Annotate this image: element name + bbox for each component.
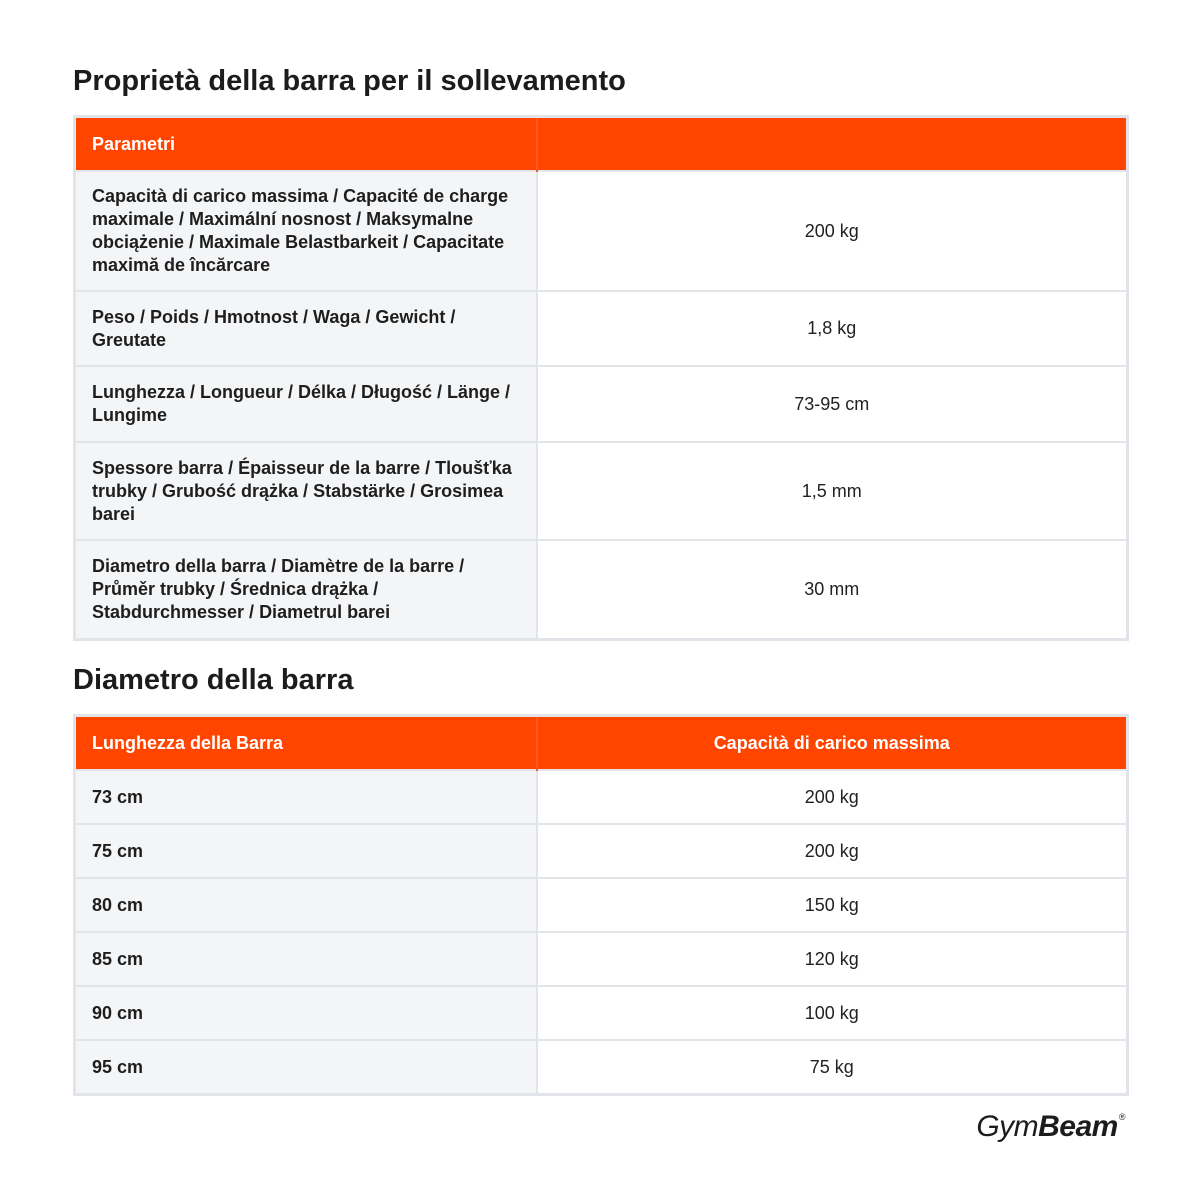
row-length: 85 cm	[75, 932, 537, 986]
table-row	[75, 540, 1128, 640]
section-title-bar-diameter: Diametro della barra	[73, 664, 354, 696]
logo-text-gym: Gym	[976, 1110, 1039, 1143]
row-value-weight: 1,8 kg	[537, 291, 1128, 366]
row-length: 73 cm	[75, 770, 537, 824]
row-label-diameter: Diametro della barra / Diamètre de la barre / Průměr trubky / Średnica drążka / Stabdurchmesser / Diametrul barei	[75, 540, 537, 640]
table-row	[75, 986, 1128, 1040]
header-value	[537, 117, 1128, 172]
row-value-thickness: 1,5 mm	[537, 442, 1128, 540]
table-row	[75, 291, 1128, 366]
table-row	[75, 366, 1128, 442]
table-row	[75, 770, 1128, 824]
section-title-bar-properties: Proprietà della barra per il sollevamento	[73, 65, 626, 97]
row-capacity: 200 kg	[537, 824, 1128, 878]
row-length: 90 cm	[75, 986, 537, 1040]
row-length: 95 cm	[75, 1040, 537, 1095]
table-header-row	[75, 716, 1128, 771]
table-row	[75, 442, 1128, 540]
table-row	[75, 878, 1128, 932]
table-row	[75, 171, 1128, 291]
registered-mark: ®	[1118, 1112, 1125, 1122]
row-capacity: 200 kg	[537, 770, 1128, 824]
header-parametri: Parametri	[75, 117, 537, 172]
row-length: 75 cm	[75, 824, 537, 878]
table-row	[75, 824, 1128, 878]
row-length: 80 cm	[75, 878, 537, 932]
row-label-max-load: Capacità di carico massima / Capacité de charge maximale / Maximální nosnost / Maksymalne obciążenie / Maximale Belastbarkeit / Capacitate maximă de încărcare	[75, 171, 537, 291]
row-capacity: 120 kg	[537, 932, 1128, 986]
row-value-length: 73-95 cm	[537, 366, 1128, 442]
header-bar-length: Lunghezza della Barra	[75, 716, 537, 771]
row-label-thickness: Spessore barra / Épaisseur de la barre / Tloušťka trubky / Grubość drążka / Stabstärke / Grosimea barei	[75, 442, 537, 540]
header-max-capacity: Capacità di carico massima	[537, 716, 1128, 771]
table-row	[75, 932, 1128, 986]
row-label-weight: Peso / Poids / Hmotnost / Waga / Gewicht / Greutate	[75, 291, 537, 366]
table-header-row	[75, 117, 1128, 172]
row-capacity: 100 kg	[537, 986, 1128, 1040]
logo-text-beam: Beam	[1038, 1110, 1118, 1143]
bar-length-capacity-table	[73, 714, 1129, 1096]
bar-properties-table	[73, 115, 1129, 641]
row-value-max-load: 200 kg	[537, 171, 1128, 291]
row-label-length: Lunghezza / Longueur / Délka / Długość / Länge / Lungime	[75, 366, 537, 442]
gymbeam-logo	[976, 1110, 1125, 1144]
row-capacity: 150 kg	[537, 878, 1128, 932]
table-row	[75, 1040, 1128, 1095]
row-capacity: 75 kg	[537, 1040, 1128, 1095]
row-value-diameter: 30 mm	[537, 540, 1128, 640]
